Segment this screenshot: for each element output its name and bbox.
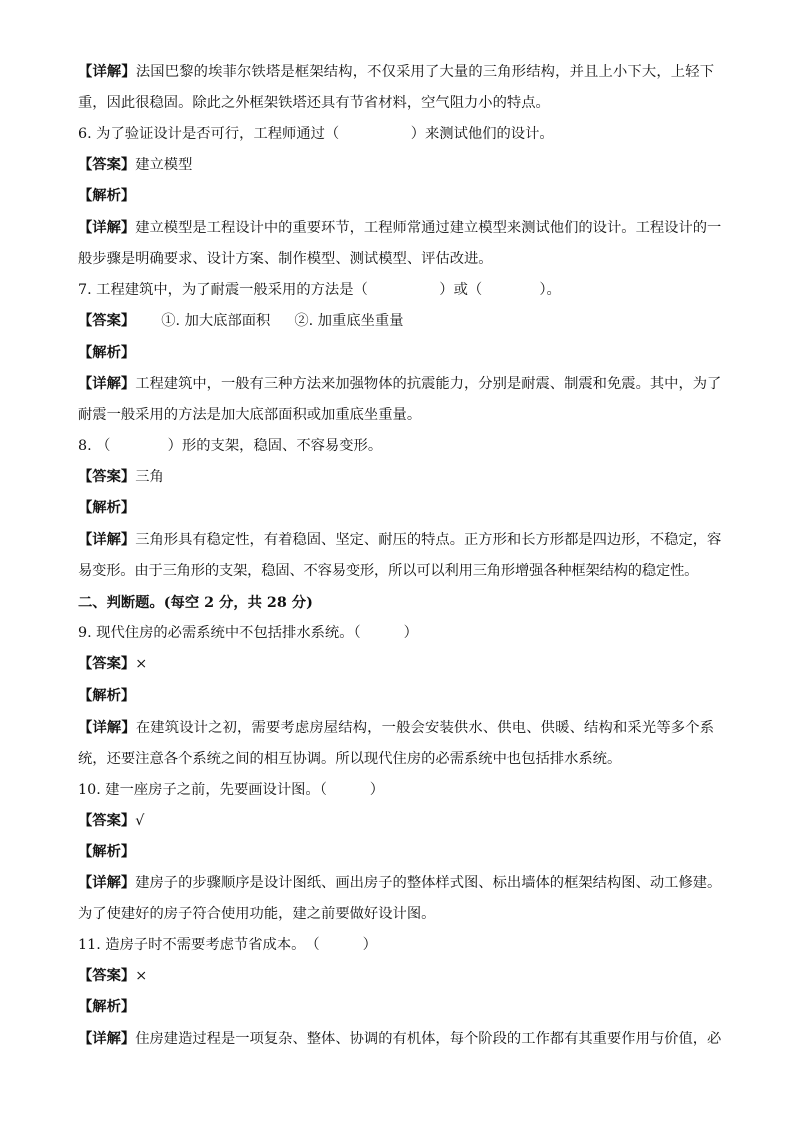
detail-tag: 【详解】 [78,1031,136,1047]
analysis-line [78,842,714,862]
question-6 [78,124,714,144]
question-11 [78,935,714,955]
question-7 [78,280,714,300]
analysis-tag: 【解析】 [78,844,136,860]
detail-line [78,561,714,581]
detail-text: 法国巴黎的埃菲尔铁塔是框架结构，不仅采用了大量的三角形结构，并且上小下大，上轻下 [135,64,715,80]
question-text: 10. 建一座房子之前，先要画设计图。（ ） [78,782,385,798]
analysis-tag: 【解析】 [78,345,136,361]
analysis-line [78,343,714,363]
answer-text: × [135,656,148,672]
detail-line [78,749,714,769]
detail-text: 三角形具有稳定性，有着稳固、坚定、耐压的特点。正方形和长方形都是四边形，不稳定，容 [135,532,722,548]
analysis-line [78,186,714,206]
detail-text: 为了使建好的房子符合使用功能，建之前要做好设计图。 [78,906,436,922]
section-title: 二、判断题。(每空 2 分，共 28 分) [78,595,313,611]
detail-line [78,873,722,893]
question-text: 9. 现代住房的必需系统中不包括排水系统。（ ） [78,625,418,641]
detail-tag: 【详解】 [78,376,136,392]
question-text: 11. 造房子时不需要考虑节省成本。 （ ） [78,937,377,953]
detail-line [78,405,714,425]
analysis-line [78,997,714,1017]
analysis-tag: 【解析】 [78,188,136,204]
analysis-tag: 【解析】 [78,999,136,1015]
detail-text: 建房子的步骤顺序是设计图纸、画出房子的整体样式图、标出墙体的框架结构图、动工修建。 [135,875,722,891]
answer-tag: 【答案】 [78,313,136,329]
detail-text: 工程建筑中，一般有三种方法来加强物体的抗震能力，分别是耐震、制震和免震。其中，为了 [135,376,722,392]
answer-tag: 【答案】 [78,656,136,672]
detail-line [78,1029,722,1049]
detail-tag: 【详解】 [78,220,136,236]
question-text: 6. 为了验证设计是否可行，工程师通过（ ）来测试他们的设计。 [78,126,554,142]
detail-line [78,530,722,550]
question-8 [78,436,714,456]
detail-text: 易变形。由于三角形的支架，稳固、不容易变形，所以可以利用三角形增强各种框架结构的稳定性。 [78,563,699,579]
detail-line [78,249,714,269]
answer-line [78,311,714,331]
question-10 [78,780,714,800]
answer-tag: 【答案】 [78,813,136,829]
detail-line [78,62,714,82]
section-heading [78,593,714,613]
answer-line [78,654,714,674]
detail-tag: 【详解】 [78,532,136,548]
answer-line [78,155,714,175]
answer-option-2: ②. 加重底坐重量 [294,313,404,329]
answer-tag: 【答案】 [78,968,136,984]
detail-line [78,374,722,394]
detail-text: 般步骤是明确要求、设计方案、制作模型、测试模型、评估改进。 [78,251,493,267]
detail-line [78,218,722,238]
answer-text: 建立模型 [135,157,193,173]
analysis-line [78,498,714,518]
answer-text: × [135,968,148,984]
question-text: 7. 工程建筑中，为了耐震一般采用的方法是（ ）或（ ）。 [78,282,561,298]
answer-text: √ [135,813,145,829]
answer-option-1: ①. 加大底部面积 [161,313,271,329]
detail-line [78,718,714,738]
answer-line [78,467,714,487]
answer-tag: 【答案】 [78,469,136,485]
question-9 [78,623,714,643]
detail-text: 耐震一般采用的方法是加大底部面积或加重底坐重量。 [78,407,422,423]
detail-text: 在建筑设计之初，需要考虑房屋结构，一般会安装供水、供电、供暖、结构和采光等多个系 [135,720,715,736]
detail-line [78,904,714,924]
detail-text: 住房建造过程是一项复杂、整体、协调的有机体，每个阶段的工作都有其重要作用与价值，必 [135,1031,722,1047]
answer-line [78,966,714,986]
analysis-line [78,686,714,706]
question-text: 8. （ ）形的支架，稳固、不容易变形。 [78,438,383,454]
detail-tag: 【详解】 [78,64,136,80]
detail-tag: 【详解】 [78,875,136,891]
answer-line [78,811,714,831]
detail-line [78,93,714,113]
analysis-tag: 【解析】 [78,688,136,704]
detail-text: 建立模型是工程设计中的重要环节，工程师常通过建立模型来测试他们的设计。工程设计的一 [135,220,722,236]
answer-tag: 【答案】 [78,157,136,173]
detail-tag: 【详解】 [78,720,136,736]
analysis-tag: 【解析】 [78,500,136,516]
detail-text: 统，还要注意各个系统之间的相互协调。所以现代住房的必需系统中也包括排水系统。 [78,751,622,767]
answer-text: 三角 [135,469,164,485]
detail-text: 重，因此很稳固。除此之外框架铁塔还具有节省材料，空气阻力小的特点。 [78,95,550,111]
